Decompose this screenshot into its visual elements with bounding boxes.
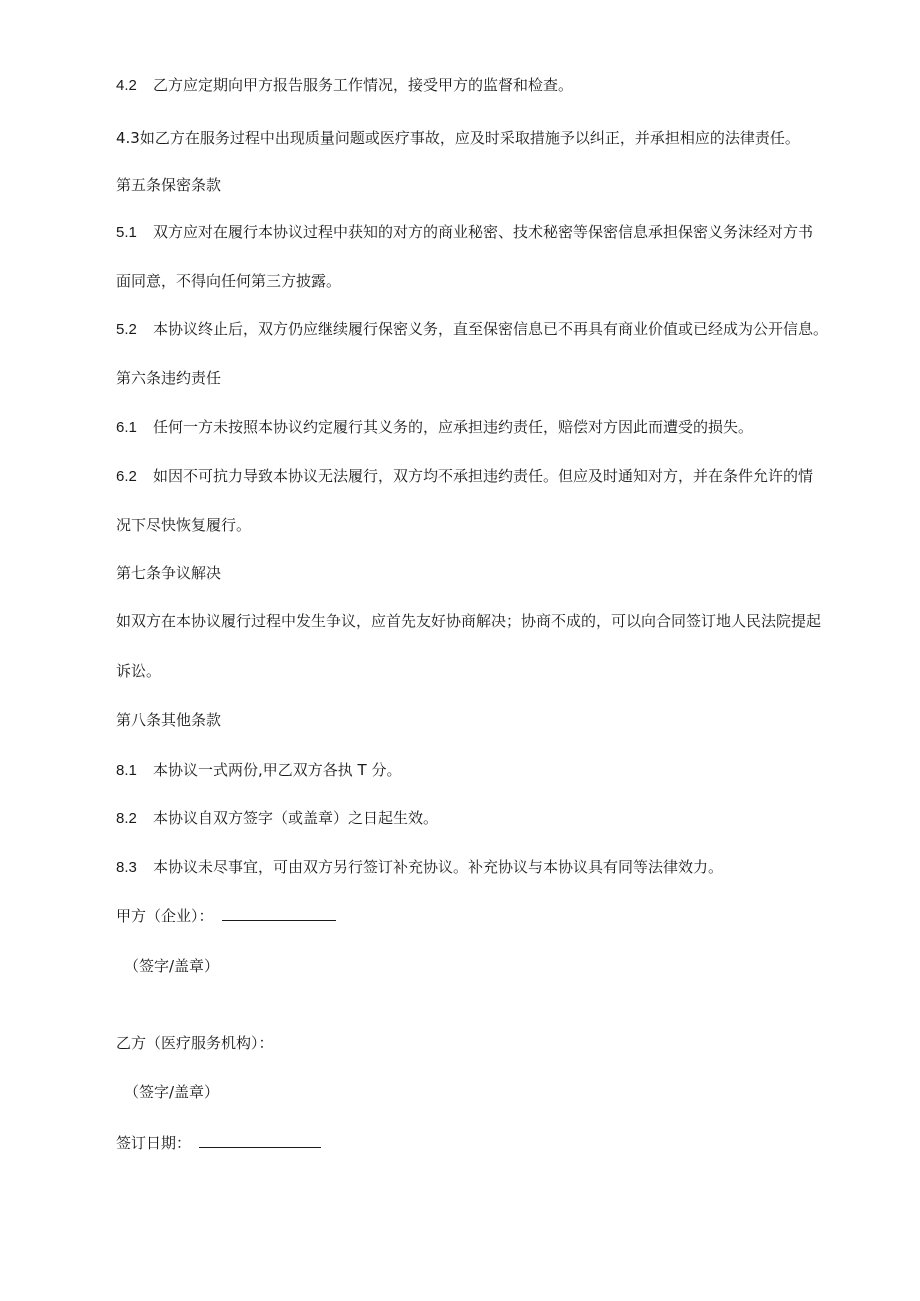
clause-number: 5.2	[116, 321, 137, 338]
clause-number: 4.2	[116, 77, 137, 94]
clause-number: 8.1	[116, 762, 137, 779]
article-title: 第五条保密条款	[116, 176, 222, 194]
article-7-text-continued	[116, 661, 161, 681]
clause-text: 本协议自双方签字（或盖章）之日起生效。	[153, 809, 439, 827]
date-blank[interactable]	[199, 1133, 321, 1148]
article-title: 第六条违约责任	[116, 369, 222, 387]
clause-text: 况下尽快恢复履行。	[116, 516, 252, 534]
party-a-signature-blank[interactable]	[222, 906, 336, 921]
clause-number: 6.2	[116, 468, 137, 485]
party-b-line	[116, 1033, 274, 1053]
clause-text: 诉讼。	[116, 662, 162, 680]
clause-6-2-continued	[116, 515, 251, 535]
party-b-label: 乙方（医疗服务机构）：	[116, 1034, 274, 1052]
clause-4-3	[116, 128, 800, 148]
clause-text: 本协议未尽事宜，可由双方另行签订补充协议。补充协议与本协议具有同等法律效力。	[153, 858, 724, 876]
clause-text: 如因不可抗力导致本协议无法履行，双方均不承担违约责任。但应及时通知对方，并在条件允许的情	[153, 467, 814, 485]
clause-number: 8.2	[116, 810, 137, 827]
article-title: 第七条争议解决	[116, 564, 222, 582]
clause-text: 乙方应定期向甲方报告服务工作情况，接受甲方的监督和检查。	[153, 76, 574, 94]
clause-number: 5.1	[116, 224, 137, 241]
clause-6-2	[116, 466, 813, 487]
article-8-heading	[116, 710, 221, 730]
article-title: 第八条其他条款	[116, 711, 222, 729]
clause-text: 双方应对在履行本协议过程中获知的对方的商业秘密、技术秘密等保密信息承担保密义务沫经对方书	[153, 223, 814, 241]
clause-4-2	[116, 75, 573, 96]
clause-8-2	[116, 808, 438, 829]
clause-5-1-continued	[116, 271, 341, 291]
clause-6-1	[116, 417, 753, 438]
clause-8-1	[116, 760, 401, 781]
sign-note: （签字/盖章）	[124, 957, 220, 975]
article-5-heading	[116, 175, 221, 195]
party-a-label: 甲方（企业）：	[116, 907, 214, 925]
clause-5-2	[116, 319, 828, 340]
clause-text: 如双方在本协议履行过程中发生争议，应首先友好协商解决；协商不成的，可以向合同签订地人民法院提起	[116, 612, 822, 630]
party-a-line	[116, 906, 336, 926]
clause-number: 6.1	[116, 419, 137, 436]
sign-note: （签字/盖章）	[124, 1083, 220, 1101]
clause-text: 本协议终止后，双方仍应继续履行保密义务，直至保密信息已不再具有商业价值或已经成为公开信息。	[153, 320, 829, 338]
article-7-heading	[116, 563, 221, 583]
clause-text: 本协议一式两份,甲乙双方各执 T 分。	[153, 761, 402, 779]
article-7-text	[116, 611, 821, 631]
clause-text: 4.3如乙方在服务过程中出现质量问题或医疗事故，应及时采取措施予以纠正，并承担相应的法律责任。	[116, 129, 800, 147]
clause-text: 面同意，不得向任何第三方披露。	[116, 272, 342, 290]
party-a-sign-note	[124, 956, 219, 976]
clause-5-1	[116, 222, 813, 243]
signing-date-line	[116, 1133, 321, 1153]
clause-text: 任何一方未按照本协议约定履行其义务的，应承担违约责任，赔偿对方因此而遭受的损失。	[153, 418, 754, 436]
clause-number: 8.3	[116, 859, 137, 876]
article-6-heading	[116, 368, 221, 388]
clause-8-3	[116, 857, 723, 878]
party-b-sign-note	[124, 1082, 219, 1102]
date-label: 签订日期：	[116, 1134, 192, 1152]
